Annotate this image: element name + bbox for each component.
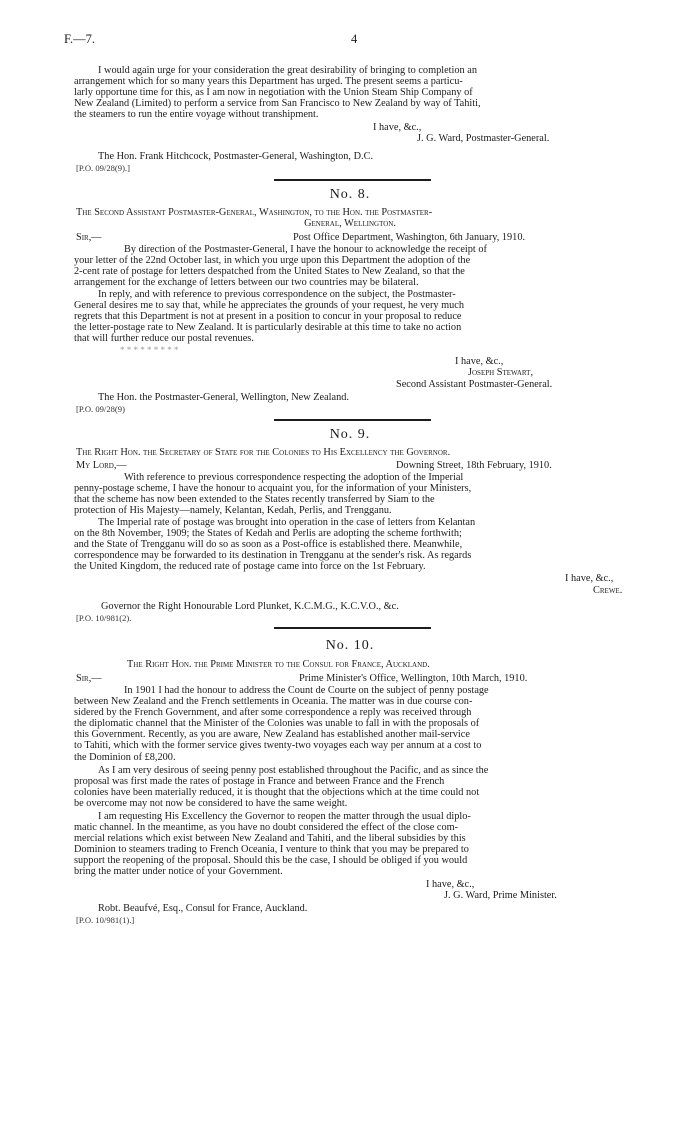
letter8-heading-line2 bbox=[0, 218, 700, 229]
text-line: correspondence may be forwarded to its destination in Trengganu at the sender's risk. As regards bbox=[74, 550, 472, 562]
letter10-paragraph-2 bbox=[74, 765, 637, 809]
text-line: By direction of the Postmaster-General, I have the honour to acknowledge the receipt of bbox=[124, 244, 487, 255]
text-line: protection of His Majesty—namely, Kelantan, Kedah, Perlis, and Trengganu. bbox=[74, 505, 392, 517]
letter10-paragraph-3 bbox=[74, 811, 637, 878]
text-line: your letter of the 22nd October last, in which you urge upon this Department the adoption of the bbox=[74, 255, 471, 267]
text-line: penny-postage scheme, I have the honour to acquaint you, for the information of your Ministers, bbox=[74, 483, 472, 495]
letter8-file-ref: [P.O. 09/28(9) bbox=[76, 404, 125, 414]
section-divider bbox=[274, 627, 431, 629]
letter8-closing: I have, &c., bbox=[455, 356, 504, 367]
text-line: General desires me to say that, while he appreciates the grounds of your request, he very much bbox=[74, 300, 465, 312]
letter9-signature: Crewe. bbox=[593, 585, 623, 596]
letter8-signature-name: Joseph Stewart, bbox=[468, 367, 534, 378]
text-line: the steamers to run the entire voyage without transhipment. bbox=[74, 109, 319, 121]
letter8-paragraph-2 bbox=[74, 289, 637, 344]
letter8-addressee: The Hon. the Postmaster-General, Wellington, New Zealand. bbox=[98, 392, 349, 403]
letter8-place-date: Post Office Department, Washington, 6th January, 1910. bbox=[293, 232, 526, 243]
letter7-signature: J. G. Ward, Postmaster-General. bbox=[417, 133, 550, 144]
text-line: the Dominion of £8,200. bbox=[74, 751, 176, 763]
letter9-number: No. 9. bbox=[329, 427, 371, 442]
letter10-paragraph-1 bbox=[74, 685, 637, 763]
text-line: arrangement which for so many years this Department has urged. The present seems a particu- bbox=[74, 76, 463, 88]
text-line: regrets that this Department is not at present in a position to concur in your proposal to reduce bbox=[74, 311, 462, 323]
text-line: the diplomatic channel that the Minister of the Colonies was unable to fall in with the proposals of bbox=[74, 718, 480, 730]
letter10-salutation: Sir,— bbox=[76, 673, 102, 684]
letter9-closing: I have, &c., bbox=[565, 573, 614, 584]
text-line: mercial relations which exist between New Zealand and Tahiti, and the liberal subsidies by this bbox=[74, 833, 466, 845]
letter10-signature: J. G. Ward, Prime Minister. bbox=[444, 890, 557, 901]
letter9-heading: The Right Hon. the Secretary of State for the Colonies to His Excellency the Governor. bbox=[76, 447, 451, 458]
letter7-closing: I have, &c., bbox=[373, 122, 422, 133]
text-line: the United Kingdom, the reduced rate of postage came into force on the 1st February. bbox=[74, 561, 426, 573]
letter10-closing: I have, &c., bbox=[426, 879, 475, 890]
text-line: support the reopening of the proposal. Should this be the case, I should be obliged if you would bbox=[74, 855, 468, 867]
text-line: that will further reduce our postal revenues. bbox=[74, 333, 254, 345]
letter9-salutation: My Lord,— bbox=[76, 460, 127, 471]
text-line: Dominion to steamers trading to French Oceania, I venture to think that you may be prepared to bbox=[74, 844, 469, 856]
letter7-file-ref: [P.O. 09/28(9).] bbox=[76, 163, 130, 173]
letter8-salutation: Sir,— bbox=[76, 232, 102, 243]
letter10-place-date: Prime Minister's Office, Wellington, 10th March, 1910. bbox=[299, 673, 528, 684]
text-line: sidered by the French Government, and after some correspondence a reply was received through bbox=[74, 707, 472, 719]
text-line: that the scheme has now been extended to the States recently transferred by Siam to the bbox=[74, 494, 435, 506]
letter9-addressee: Governor the Right Honourable Lord Plunket, K.C.M.G., K.C.V.O., &c. bbox=[101, 601, 399, 612]
text-line: As I am very desirous of seeing penny post established throughout the Pacific, and as since the bbox=[98, 765, 489, 776]
letter8-heading-text2: General, Wellington. bbox=[304, 218, 396, 229]
text-line: on the 8th November, 1909; the States of Kedah and Perlis are adopting the scheme forthwith; bbox=[74, 528, 462, 540]
text-line: New Zealand (Limited) to perform a service from San Francisco to New Zealand by way of Tahiti, bbox=[74, 98, 481, 110]
letter9-paragraph-1 bbox=[74, 472, 637, 516]
text-line: With reference to previous correspondence respecting the adoption of the Imperial bbox=[124, 472, 464, 483]
text-line: colonies have been materially reduced, it is thought that the objections which at the time could not bbox=[74, 787, 480, 799]
omission-asterisks: * * * * * * * * * bbox=[120, 345, 179, 355]
text-line: to Tahiti, which with the former service gives twenty-two voyages each way per annum at a cost to bbox=[74, 740, 482, 752]
letter10-heading: The Right Hon. the Prime Minister to the Consul for France, Auckland. bbox=[127, 659, 430, 670]
section-divider bbox=[274, 179, 431, 181]
text-line: I would again urge for your consideration the great desirability of bringing to completion an bbox=[98, 65, 477, 76]
letter7-paragraph bbox=[74, 65, 637, 120]
letter9-place-date: Downing Street, 18th February, 1910. bbox=[396, 460, 552, 471]
letter10-addressee: Robt. Beaufvé, Esq., Consul for France, Auckland. bbox=[98, 903, 308, 914]
text-line: larly opportune time for this, as I am now in negotiation with the Union Steam Ship Company of bbox=[74, 87, 473, 99]
letter7-addressee: The Hon. Frank Hitchcock, Postmaster-General, Washington, D.C. bbox=[98, 151, 374, 162]
page-number: 4 bbox=[351, 32, 358, 46]
page-header-ref: F.—7. bbox=[64, 32, 95, 46]
text-line: the letter-postage rate to New Zealand. It is particularly desirable at this time to take no action bbox=[74, 322, 462, 334]
section-divider bbox=[274, 419, 431, 421]
text-line: In reply, and with reference to previous correspondence on the subject, the Postmaster- bbox=[98, 289, 456, 300]
text-line: proposal was first made the rates of postage in France and between France and the French bbox=[74, 776, 445, 788]
text-line: be overcome may not now be considered to have the same weight. bbox=[74, 798, 348, 810]
letter9-file-ref: [P.O. 10/981(2). bbox=[76, 613, 132, 623]
text-line: arrangement for the exchange of letters between our two countries may be bilateral. bbox=[74, 277, 419, 289]
letter8-signature-title: Second Assistant Postmaster-General. bbox=[396, 379, 553, 390]
text-line: I am requesting His Excellency the Governor to reopen the matter through the usual diplo- bbox=[98, 811, 471, 822]
letter9-paragraph-2 bbox=[74, 517, 637, 572]
letter8-number: No. 8. bbox=[329, 187, 371, 202]
text-line: between New Zealand and the French settlements in Oceania. The matter was in due course con- bbox=[74, 696, 473, 708]
text-line: and the State of Trengganu will do so as soon as a Post-office is established there. Meanwhile, bbox=[74, 539, 463, 551]
text-line: bring the matter under notice of your Government. bbox=[74, 866, 283, 878]
text-line: matic channel. In the meantime, as you have no doubt considered the effect of the close com- bbox=[74, 822, 459, 834]
text-line: The Imperial rate of postage was brought into operation in the case of letters from Kelantan bbox=[98, 517, 476, 528]
letter10-file-ref: [P.O. 10/981(1).] bbox=[76, 915, 135, 925]
text-line: this Government. Recently, as you are aware, New Zealand has established another mail-service bbox=[74, 729, 470, 741]
letter8-heading-text: The Second Assistant Postmaster-General, Washington, to the Hon. the Postmaster- bbox=[76, 207, 433, 218]
text-line: 2-cent rate of postage for letters despatched from the United States to New Zealand, so that the bbox=[74, 266, 465, 278]
text-line: In 1901 I had the honour to address the Count de Courte on the subject of penny postage bbox=[124, 685, 489, 696]
letter10-number: No. 10. bbox=[325, 638, 375, 653]
letter8-heading-line1 bbox=[76, 207, 637, 218]
letter8-paragraph-1 bbox=[74, 244, 637, 288]
